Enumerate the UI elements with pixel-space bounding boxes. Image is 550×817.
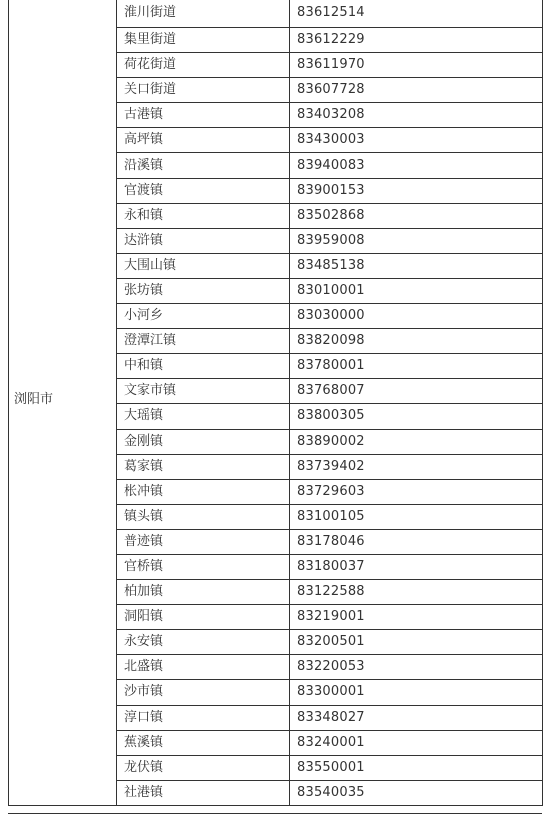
- town-name-cell: 沙市镇: [117, 680, 290, 705]
- phone-number-cell: 83890002: [290, 429, 543, 454]
- town-name-cell: 大瑶镇: [117, 404, 290, 429]
- town-name-cell: 高坪镇: [117, 128, 290, 153]
- phone-number-cell: 83729603: [290, 479, 543, 504]
- town-name-cell: 柏加镇: [117, 580, 290, 605]
- phone-number-cell: 83430003: [290, 128, 543, 153]
- town-name-cell: 关口街道: [117, 78, 290, 103]
- town-name-cell: 古港镇: [117, 103, 290, 128]
- town-name-cell: 龙伏镇: [117, 755, 290, 780]
- town-name-cell: 小河乡: [117, 304, 290, 329]
- town-name-cell: 大围山镇: [117, 253, 290, 278]
- town-name-cell: 永和镇: [117, 203, 290, 228]
- town-name-cell: 镇头镇: [117, 504, 290, 529]
- phone-number-cell: 83178046: [290, 529, 543, 554]
- phone-number-cell: 83820098: [290, 329, 543, 354]
- phone-number-cell: 83611970: [290, 53, 543, 78]
- town-name-cell: 张坊镇: [117, 278, 290, 303]
- town-name-cell: 葛家镇: [117, 454, 290, 479]
- phone-number-cell: 83800305: [290, 404, 543, 429]
- town-name-cell: 集里街道: [117, 28, 290, 53]
- town-name-cell: 社港镇: [117, 780, 290, 805]
- phone-number-cell: 83403208: [290, 103, 543, 128]
- contact-table: [8, 0, 543, 806]
- phone-number-cell: 83607728: [290, 78, 543, 103]
- phone-number-cell: 83240001: [290, 730, 543, 755]
- town-name-cell: 蕉溪镇: [117, 730, 290, 755]
- table-row: [9, 0, 543, 28]
- contact-table-frame: [8, 0, 542, 813]
- phone-number-cell: 83300001: [290, 680, 543, 705]
- table-bottom-border: [8, 813, 542, 814]
- phone-number-cell: 83348027: [290, 705, 543, 730]
- phone-number-cell: 83219001: [290, 605, 543, 630]
- phone-number-cell: 83122588: [290, 580, 543, 605]
- phone-number-cell: 83030000: [290, 304, 543, 329]
- town-name-cell: 北盛镇: [117, 655, 290, 680]
- phone-number-cell: 83200501: [290, 630, 543, 655]
- table-body: [9, 0, 543, 805]
- town-name-cell: 普迹镇: [117, 529, 290, 554]
- phone-number-cell: 83900153: [290, 178, 543, 203]
- phone-number-cell: 83959008: [290, 228, 543, 253]
- phone-number-cell: 83612514: [290, 0, 543, 28]
- town-name-cell: 枨冲镇: [117, 479, 290, 504]
- town-name-cell: 金刚镇: [117, 429, 290, 454]
- town-name-cell: 荷花街道: [117, 53, 290, 78]
- phone-number-cell: 83739402: [290, 454, 543, 479]
- town-name-cell: 达浒镇: [117, 228, 290, 253]
- town-name-cell: 中和镇: [117, 354, 290, 379]
- town-name-cell: 洞阳镇: [117, 605, 290, 630]
- phone-number-cell: 83485138: [290, 253, 543, 278]
- city-name-cell: 浏阳市: [9, 0, 117, 805]
- town-name-cell: 沿溪镇: [117, 153, 290, 178]
- town-name-cell: 淳口镇: [117, 705, 290, 730]
- phone-number-cell: 83940083: [290, 153, 543, 178]
- town-name-cell: 淮川街道: [117, 0, 290, 28]
- phone-number-cell: 83502868: [290, 203, 543, 228]
- phone-number-cell: 83540035: [290, 780, 543, 805]
- phone-number-cell: 83100105: [290, 504, 543, 529]
- phone-number-cell: 83768007: [290, 379, 543, 404]
- town-name-cell: 文家市镇: [117, 379, 290, 404]
- phone-number-cell: 83220053: [290, 655, 543, 680]
- town-name-cell: 官渡镇: [117, 178, 290, 203]
- town-name-cell: 官桥镇: [117, 554, 290, 579]
- town-name-cell: 永安镇: [117, 630, 290, 655]
- phone-number-cell: 83780001: [290, 354, 543, 379]
- phone-number-cell: 83550001: [290, 755, 543, 780]
- phone-number-cell: 83010001: [290, 278, 543, 303]
- phone-number-cell: 83612229: [290, 28, 543, 53]
- phone-number-cell: 83180037: [290, 554, 543, 579]
- town-name-cell: 澄潭江镇: [117, 329, 290, 354]
